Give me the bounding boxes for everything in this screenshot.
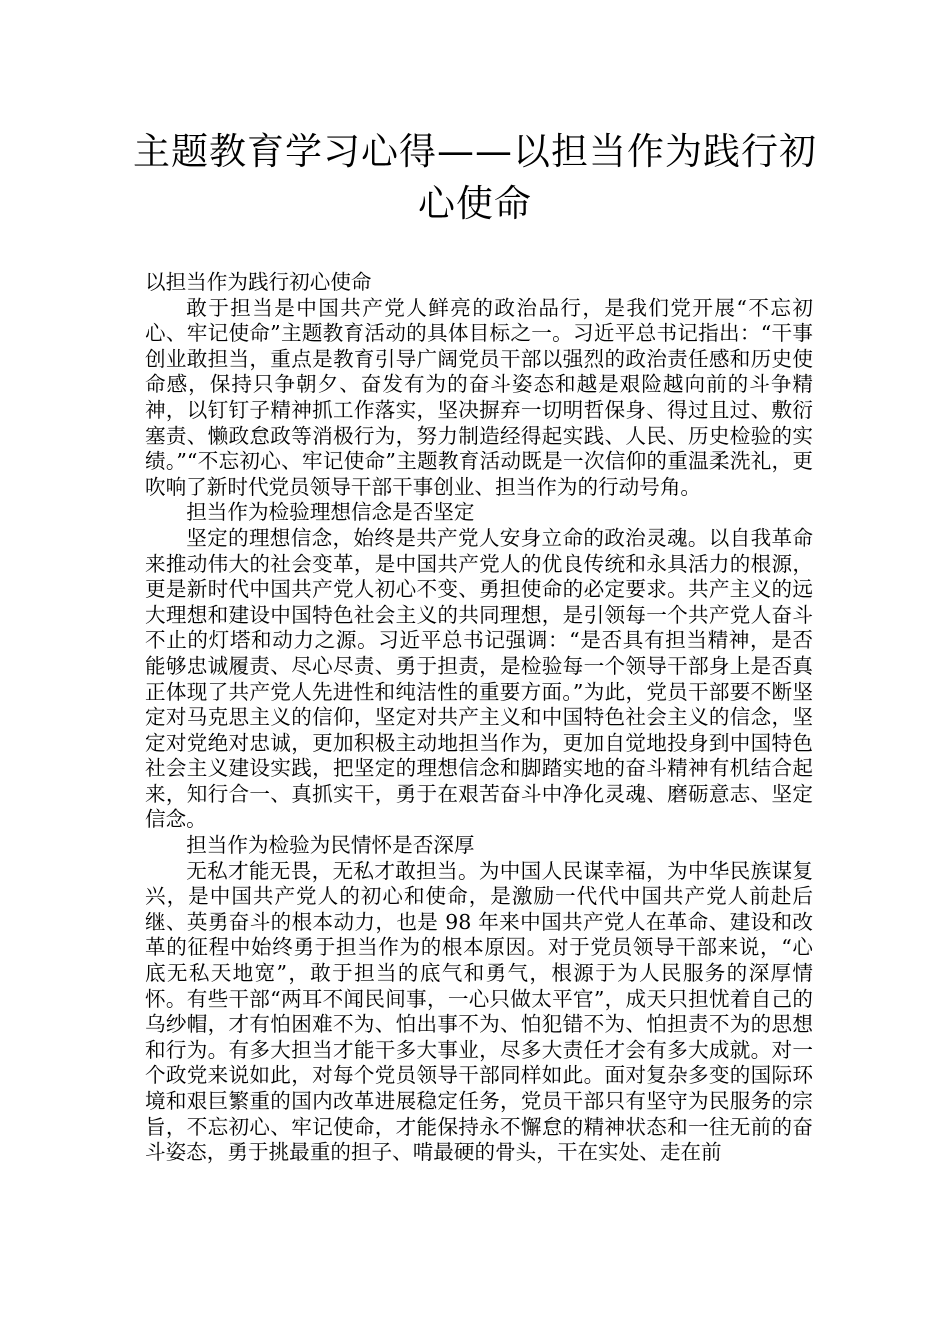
- document-title: 主题教育学习心得——以担当作为践行初心使命: [133, 130, 817, 225]
- body-paragraph: 敢于担当是中国共产党人鲜亮的政治品行，是我们党开展“不忘初心、牢记使命”主题教育活动的具体目标之一。习近平总书记指出：“干事创业敢担当，重点是教育引导广阔党员干部以强烈的政治责任感和历史使命感，保持只争朝夕、奋发有为的奋斗姿态和越是艰险越向前的斗争精神，以钉钉子精神抓工作落实，坚决摒弃一切明哲保身、得过且过、敷衍塞责、懒政怠政等消极行为，努力制造经得起实践、人民、历史检验的实绩。”“不忘初心、牢记使命”主题教育活动既是一次信仰的重温柔洗礼，更吹响了新时代党员领导干部干事创业、担当作为的行动号角。: [145, 295, 813, 499]
- body-paragraph: 无私才能无畏，无私才敢担当。为中国人民谋幸福，为中华民族谋复兴，是中国共产党人的初心和使命，是激励一代代中国共产党人前赴后继、英勇奋斗的根本动力，也是 98 年来中国共产党人在革命、建设和改革的征程中始终勇于担当作为的根本原因。对于党员领导干部来说，“心底无私天地宽”，敢于担当的底气和勇气，根源于为人民服务的深厚情怀。有些干部“两耳不闻民间事，一心只做太平官”，成天只担忧着自己的乌纱帽，才有怕困难不为、怕出事不为、怕犯错不为、怕担责不为的思想和行为。有多大担当才能干多大事业，尽多大责任才会有多大成就。对一个政党来说如此，对每个党员领导干部同样如此。面对复杂多变的国际环境和艰巨繁重的国内改革进展稳定任务，党员干部只有坚守为民服务的宗旨，不忘初心、牢记使命，才能保持永不懈怠的精神状态和一往无前的奋斗姿态，勇于挑最重的担子、啃最硬的骨头，干在实处、走在前: [145, 858, 813, 1165]
- document-body: [145, 270, 813, 1166]
- section-heading: 担当作为检验为民情怀是否深厚: [186, 833, 475, 858]
- body-paragraph: 坚定的理想信念，始终是共产党人安身立命的政治灵魂。以自我革命来推动伟大的社会变革，是中国共产党人的优良传统和永具活力的根源，更是新时代中国共产党人初心不变、勇担使命的必定要求。共产主义的远大理想和建设中国特色社会主义的共同理想，是引领每一个共产党人奋斗不止的灯塔和动力之源。习近平总书记强调：“是否具有担当精神，是否能够忠诚履责、尽心尽责、勇于担责，是检验每一个领导干部身上是否真正体现了共产党人先进性和纯洁性的重要方面。”为此，党员干部要不断坚定对马克思主义的信仰，坚定对共产主义和中国特色社会主义的信念，坚定对党绝对忠诚，更加积极主动地担当作为，更加自觉地投身到中国特色社会主义建设实践，把坚定的理想信念和脚踏实地的奋斗精神有机结合起来，知行合一、真抓实干，勇于在艰苦奋斗中净化灵魂、磨砺意志、坚定信念。: [145, 525, 813, 832]
- subtitle-line: 以担当作为践行初心使命: [145, 270, 372, 294]
- section-heading: 担当作为检验理想信念是否坚定: [186, 500, 475, 525]
